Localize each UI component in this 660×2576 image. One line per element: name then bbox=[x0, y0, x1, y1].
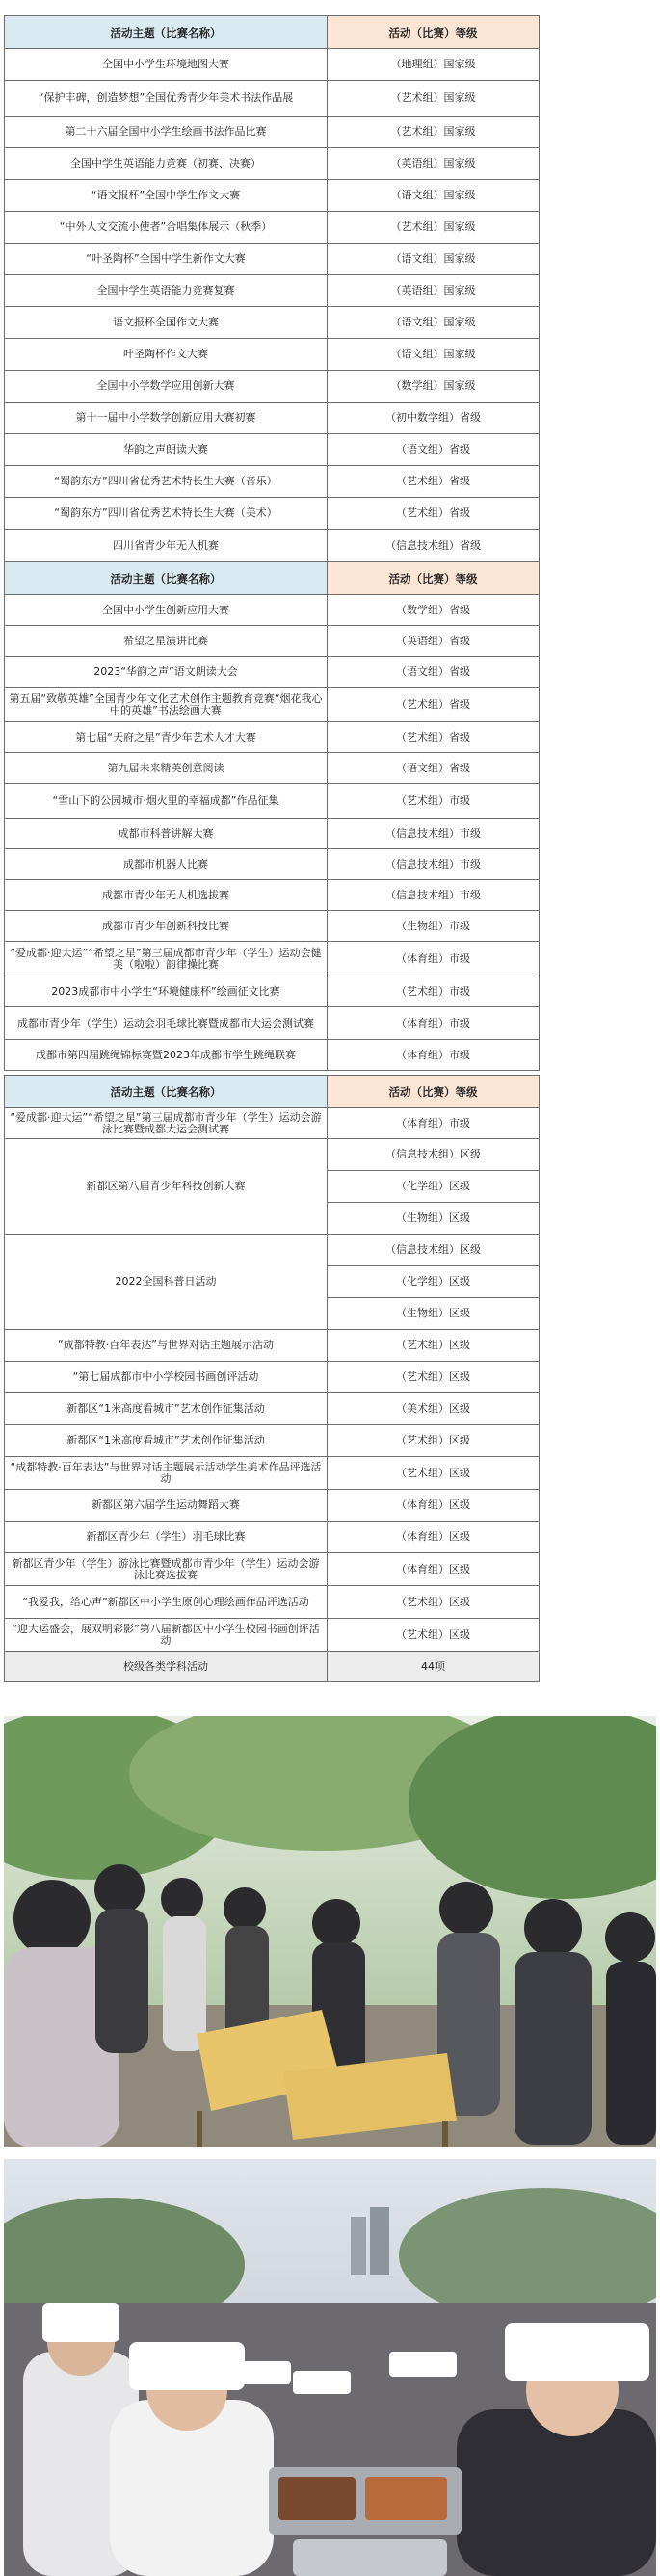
activity-name-cell: 第九届未来精英创意阅读 bbox=[5, 753, 328, 784]
table-row bbox=[5, 244, 540, 275]
header-activity-name: 活动主题（比赛名称） bbox=[5, 1076, 328, 1108]
activity-name-cell: 新都区第八届青少年科技创新大赛 bbox=[5, 1139, 328, 1235]
activity-name-cell: “中外人文交流小使者”合唱集体展示（秋季） bbox=[5, 212, 328, 244]
table-row bbox=[5, 212, 540, 244]
activity-level-cell: （生物组）市级 bbox=[328, 911, 540, 942]
activity-level-cell: （体育组）区级 bbox=[328, 1490, 540, 1522]
activity-name-cell: 第七届“天府之星”青少年艺术人才大赛 bbox=[5, 722, 328, 753]
activity-level-cell: （艺术组）区级 bbox=[328, 1362, 540, 1393]
table-row bbox=[5, 1007, 540, 1040]
activity-name-cell: “蜀韵东方”四川省优秀艺术特长生大赛（美术） bbox=[5, 498, 328, 530]
activity-name-cell: “我爱我，给心声”新都区中小学生原创心理绘画作品评选活动 bbox=[5, 1586, 328, 1619]
activity-level-cell: （生物组）区级 bbox=[328, 1203, 540, 1235]
table-row bbox=[5, 117, 540, 148]
activity-name-cell: 成都市第四届跳绳锦标赛暨2023年成都市学生跳绳联赛 bbox=[5, 1040, 328, 1071]
table-row bbox=[5, 81, 540, 117]
table-row bbox=[5, 148, 540, 180]
activity-name-cell: “成都特教·百年表达”与世界对话主题展示活动学生美术作品评选活动 bbox=[5, 1457, 328, 1490]
activity-level-cell: （美术组）区级 bbox=[328, 1393, 540, 1425]
competition-table-1 bbox=[4, 15, 540, 563]
table-row bbox=[5, 657, 540, 688]
table-row bbox=[5, 1457, 540, 1490]
table-row bbox=[5, 1393, 540, 1425]
table-row bbox=[5, 307, 540, 339]
activity-name-cell: 全国中学生英语能力竞赛（初赛、决赛） bbox=[5, 148, 328, 180]
activity-name-cell: 华韵之声朗读大赛 bbox=[5, 434, 328, 466]
activity-level-cell: （生物组）区级 bbox=[328, 1298, 540, 1330]
activity-level-cell: （语文组）省级 bbox=[328, 657, 540, 688]
activity-level-cell: （艺术组）国家级 bbox=[328, 117, 540, 148]
table-row bbox=[5, 911, 540, 942]
table-header-row bbox=[5, 1076, 540, 1108]
table-row bbox=[5, 1425, 540, 1457]
activity-level-cell: （艺术组）省级 bbox=[328, 688, 540, 722]
activity-level-cell: （语文组）国家级 bbox=[328, 307, 540, 339]
table-row bbox=[5, 1330, 540, 1362]
table-row bbox=[5, 1586, 540, 1619]
activity-name-cell: 语文报杯全国作文大赛 bbox=[5, 307, 328, 339]
activity-name-cell: “成都特教·百年表达”与世界对话主题展示活动 bbox=[5, 1330, 328, 1362]
activity-level-cell: （艺术组）省级 bbox=[328, 466, 540, 498]
activity-name-cell: 2022全国科普日活动 bbox=[5, 1235, 328, 1330]
table-header-row bbox=[5, 16, 540, 49]
competition-table-2 bbox=[4, 561, 540, 1071]
competition-table-3 bbox=[4, 1075, 540, 1682]
activity-name-cell: 第二十六届全国中小学生绘画书法作品比赛 bbox=[5, 117, 328, 148]
table-row bbox=[5, 976, 540, 1007]
activity-level-cell: （英语组）省级 bbox=[328, 626, 540, 657]
table-row bbox=[5, 1522, 540, 1553]
activity-level-cell: （数学组）省级 bbox=[328, 595, 540, 626]
header-activity-name: 活动主题（比赛名称） bbox=[5, 16, 328, 49]
activity-name-cell: 第五届“致敬英雄”全国青少年文化艺术创作主题教育竞赛“烟花我心中的英雄”书法绘画大赛 bbox=[5, 688, 328, 722]
activity-level-cell: （艺术组）市级 bbox=[328, 784, 540, 819]
table-row bbox=[5, 530, 540, 563]
activity-level-cell: （地理组）国家级 bbox=[328, 49, 540, 81]
activity-level-cell: （艺术组）国家级 bbox=[328, 212, 540, 244]
activity-name-cell: 新都区“1米高度看城市”艺术创作征集活动 bbox=[5, 1425, 328, 1457]
table-row bbox=[5, 880, 540, 911]
table-row bbox=[5, 466, 540, 498]
header-activity-level: 活动（比赛）等级 bbox=[328, 1076, 540, 1108]
activity-name-cell: 成都市青少年（学生）运动会羽毛球比赛暨成都市大运会测试赛 bbox=[5, 1007, 328, 1040]
students-outdoor-activity-photo bbox=[4, 1716, 656, 2147]
header-activity-level: 活动（比赛）等级 bbox=[328, 562, 540, 595]
table-row bbox=[5, 942, 540, 976]
activity-level-cell: （语文组）国家级 bbox=[328, 339, 540, 371]
activity-level-cell: （艺术组）区级 bbox=[328, 1619, 540, 1652]
activity-name-cell: 成都市机器人比赛 bbox=[5, 849, 328, 880]
table-row bbox=[5, 180, 540, 212]
table-row bbox=[5, 1553, 540, 1586]
table-row bbox=[5, 688, 540, 722]
students-cooking-activity-photo bbox=[4, 2159, 656, 2576]
activity-name-cell: 全国中学生英语能力竞赛复赛 bbox=[5, 275, 328, 307]
activity-level-cell: （英语组）国家级 bbox=[328, 275, 540, 307]
activity-name-cell: “语文报杯”全国中学生作文大赛 bbox=[5, 180, 328, 212]
table-row bbox=[5, 403, 540, 434]
activity-name-cell: 2023成都市中小学生“环境健康杯”绘画征文比赛 bbox=[5, 976, 328, 1007]
activity-name-cell: 新都区青少年（学生）游泳比赛暨成都市青少年（学生）运动会游泳比赛选拔赛 bbox=[5, 1553, 328, 1586]
activity-name-cell: 新都区第六届学生运动舞蹈大赛 bbox=[5, 1490, 328, 1522]
activity-level-cell: （体育组）区级 bbox=[328, 1522, 540, 1553]
activity-level-cell: （体育组）市级 bbox=[328, 1108, 540, 1139]
activity-name-cell: 四川省青少年无人机赛 bbox=[5, 530, 328, 563]
activity-level-cell: （信息技术组）市级 bbox=[328, 819, 540, 849]
table-row bbox=[5, 1619, 540, 1652]
header-activity-name: 活动主题（比赛名称） bbox=[5, 562, 328, 595]
activity-level-cell: （艺术组）区级 bbox=[328, 1586, 540, 1619]
activity-level-cell: （艺术组）国家级 bbox=[328, 81, 540, 117]
table-row bbox=[5, 1235, 540, 1266]
activity-name-cell: 新都区“1米高度看城市”艺术创作征集活动 bbox=[5, 1393, 328, 1425]
activity-level-cell: （艺术组）省级 bbox=[328, 498, 540, 530]
activity-level-cell: （艺术组）市级 bbox=[328, 976, 540, 1007]
table-row bbox=[5, 1362, 540, 1393]
header-activity-level: 活动（比赛）等级 bbox=[328, 16, 540, 49]
table-row bbox=[5, 1139, 540, 1171]
total-count-cell: 44项 bbox=[328, 1652, 540, 1682]
activity-name-cell: “迎大运盛会，展双明彩影”第八届新都区中小学生校园书画创评活动 bbox=[5, 1619, 328, 1652]
activity-level-cell: （信息技术组）区级 bbox=[328, 1139, 540, 1171]
activity-level-cell: （信息技术组）市级 bbox=[328, 849, 540, 880]
activity-level-cell: （艺术组）省级 bbox=[328, 722, 540, 753]
table-row bbox=[5, 1490, 540, 1522]
activity-level-cell: （数学组）国家级 bbox=[328, 371, 540, 403]
activity-level-cell: （艺术组）区级 bbox=[328, 1330, 540, 1362]
activity-name-cell: 第十一届中小学数学创新应用大赛初赛 bbox=[5, 403, 328, 434]
activity-name-cell: 希望之星演讲比赛 bbox=[5, 626, 328, 657]
activity-level-cell: （艺术组）区级 bbox=[328, 1457, 540, 1490]
table-row bbox=[5, 371, 540, 403]
activity-level-cell: （语文组）省级 bbox=[328, 753, 540, 784]
activity-level-cell: （体育组）市级 bbox=[328, 1040, 540, 1071]
activity-level-cell: （体育组）区级 bbox=[328, 1553, 540, 1586]
activity-name-cell: 全国中小学数学应用创新大赛 bbox=[5, 371, 328, 403]
activity-name-cell: 全国中小学生环境地图大赛 bbox=[5, 49, 328, 81]
table-header-row bbox=[5, 562, 540, 595]
activity-name-cell: “雪山下的公园城市·烟火里的幸福成都”作品征集 bbox=[5, 784, 328, 819]
total-label-cell: 校级各类学科活动 bbox=[5, 1652, 328, 1682]
table-row bbox=[5, 49, 540, 81]
activity-level-cell: （语文组）省级 bbox=[328, 434, 540, 466]
activity-name-cell: “保护丰碑，创造梦想”全国优秀青少年美术书法作品展 bbox=[5, 81, 328, 117]
activity-level-cell: （信息技术组）市级 bbox=[328, 880, 540, 911]
activity-name-cell: “爱成都·迎大运”“希望之星”第三届成都市青少年（学生）运动会游泳比赛暨成都大运会测试赛 bbox=[5, 1108, 328, 1139]
activity-level-cell: （艺术组）区级 bbox=[328, 1425, 540, 1457]
activity-name-cell: “蜀韵东方”四川省优秀艺术特长生大赛（音乐） bbox=[5, 466, 328, 498]
activity-level-cell: （英语组）国家级 bbox=[328, 148, 540, 180]
activity-level-cell: （语文组）国家级 bbox=[328, 244, 540, 275]
table-row bbox=[5, 819, 540, 849]
activity-level-cell: （信息技术组）区级 bbox=[328, 1235, 540, 1266]
table-row bbox=[5, 1040, 540, 1071]
table-row bbox=[5, 1108, 540, 1139]
activity-name-cell: “叶圣陶杯”全国中学生新作文大赛 bbox=[5, 244, 328, 275]
table-row bbox=[5, 722, 540, 753]
activity-name-cell: 新都区青少年（学生）羽毛球比赛 bbox=[5, 1522, 328, 1553]
activity-level-cell: （初中数学组）省级 bbox=[328, 403, 540, 434]
activity-name-cell: 2023“华韵之声”语文朗读大会 bbox=[5, 657, 328, 688]
table-row bbox=[5, 595, 540, 626]
table-row bbox=[5, 498, 540, 530]
activity-level-cell: （体育组）市级 bbox=[328, 1007, 540, 1040]
activity-name-cell: 成都市青少年无人机选拔赛 bbox=[5, 880, 328, 911]
activity-name-cell: 叶圣陶杯作文大赛 bbox=[5, 339, 328, 371]
table-row bbox=[5, 849, 540, 880]
activity-name-cell: “爱成都·迎大运”“希望之星”第三届成都市青少年（学生）运动会健美（啦啦）韵律操比赛 bbox=[5, 942, 328, 976]
table-row bbox=[5, 275, 540, 307]
activity-name-cell: 成都市青少年创新科技比赛 bbox=[5, 911, 328, 942]
table-row bbox=[5, 434, 540, 466]
activity-level-cell: （体育组）市级 bbox=[328, 942, 540, 976]
activity-name-cell: 成都市科普讲解大赛 bbox=[5, 819, 328, 849]
activity-level-cell: （语文组）国家级 bbox=[328, 180, 540, 212]
activity-name-cell: “第七届成都市中小学校园书画创评活动 bbox=[5, 1362, 328, 1393]
table-row bbox=[5, 339, 540, 371]
table-row bbox=[5, 626, 540, 657]
activity-level-cell: （化学组）区级 bbox=[328, 1171, 540, 1203]
activity-level-cell: （化学组）区级 bbox=[328, 1266, 540, 1298]
total-row bbox=[5, 1652, 540, 1682]
activity-level-cell: （信息技术组）省级 bbox=[328, 530, 540, 563]
table-row bbox=[5, 753, 540, 784]
activity-name-cell: 全国中小学生创新应用大赛 bbox=[5, 595, 328, 626]
table-row bbox=[5, 784, 540, 819]
